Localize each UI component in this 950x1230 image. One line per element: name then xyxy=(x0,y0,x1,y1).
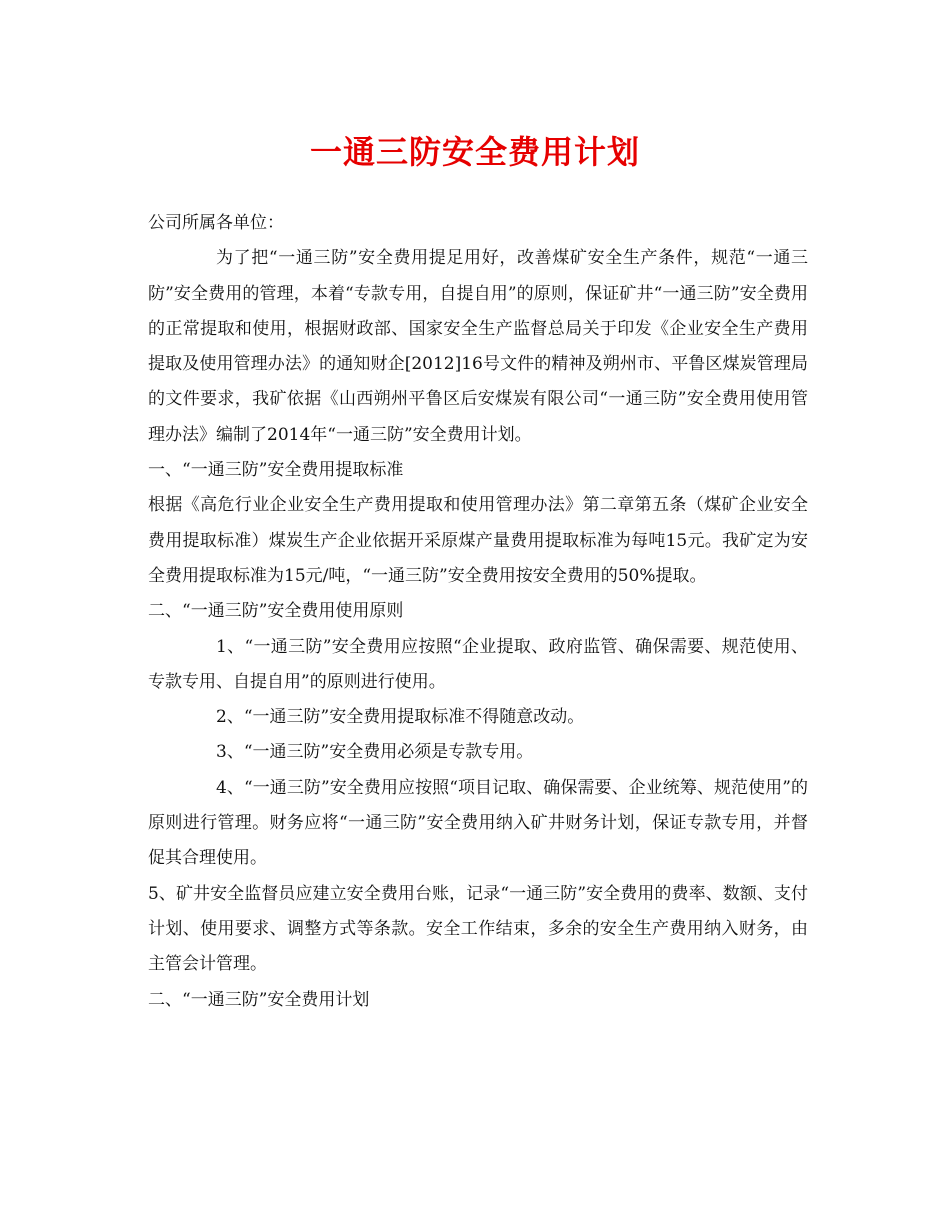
section-heading-fee-plan: 二、“一通三防”安全费用计划 xyxy=(148,989,370,1010)
intro-paragraph: 为了把“一通三防”安全费用提足用好，改善煤矿安全生产条件，规范“一通三防”安全费用的管理，本着“专款专用，自提自用”的原则，保证矿井“一通三防”安全费用的正常提取和使用，根据财政部、国家安全生产监督总局关于印发《企业安全生产费用提取及使用管理办法》的通知财企[2012]16号文件的精神及朔州市、平鲁区煤炭管理局的文件要求，我矿依据《山西朔州平鲁区后安煤炭有限公司“一通三防”安全费用使用管理办法》编制了2014年“一通三防”安全费用计划。 xyxy=(148,248,808,445)
principle-item-1: 1、“一通三防”安全费用应按照“企业提取、政府监管、确保需要、规范使用、专款专用、自提自用”的原则进行使用。 xyxy=(148,636,808,692)
section-heading-extraction-standard: 一、“一通三防”安全费用提取标准 xyxy=(148,460,404,481)
section-heading-usage-principles: 二、“一通三防”安全费用使用原则 xyxy=(148,601,404,622)
document-title: 一通三防安全费用计划 xyxy=(309,133,640,171)
principle-item-2: 2、“一通三防”安全费用提取标准不得随意改动。 xyxy=(216,707,585,728)
principle-item-4: 4、“一通三防”安全费用应按照“项目记取、确保需要、企业统筹、规范使用”的原则进行管理。财务应将“一通三防”安全费用纳入矿井财务计划，保证专款专用，并督促其合理使用。 xyxy=(148,777,808,869)
principle-item-5: 5、矿井安全监督员应建立安全费用台账，记录“一通三防”安全费用的费率、数额、支付计划、使用要求、调整方式等条款。安全工作结束，多余的安全生产费用纳入财务，由主管会计管理。 xyxy=(148,883,808,975)
salutation: 公司所属各单位： xyxy=(148,213,284,233)
document-body xyxy=(148,206,808,1018)
principle-item-3: 3、“一通三防”安全费用必须是专款专用。 xyxy=(216,742,534,763)
extraction-standard-paragraph: 根据《高危行业企业安全生产费用提取和使用管理办法》第二章第五条（煤矿企业安全费用提取标准）煤炭生产企业依据开采原煤产量费用提取标准为每吨15元。我矿定为安全费用提取标准为15元/吨，“一通三防”安全费用按安全费用的50%提取。 xyxy=(148,495,808,586)
